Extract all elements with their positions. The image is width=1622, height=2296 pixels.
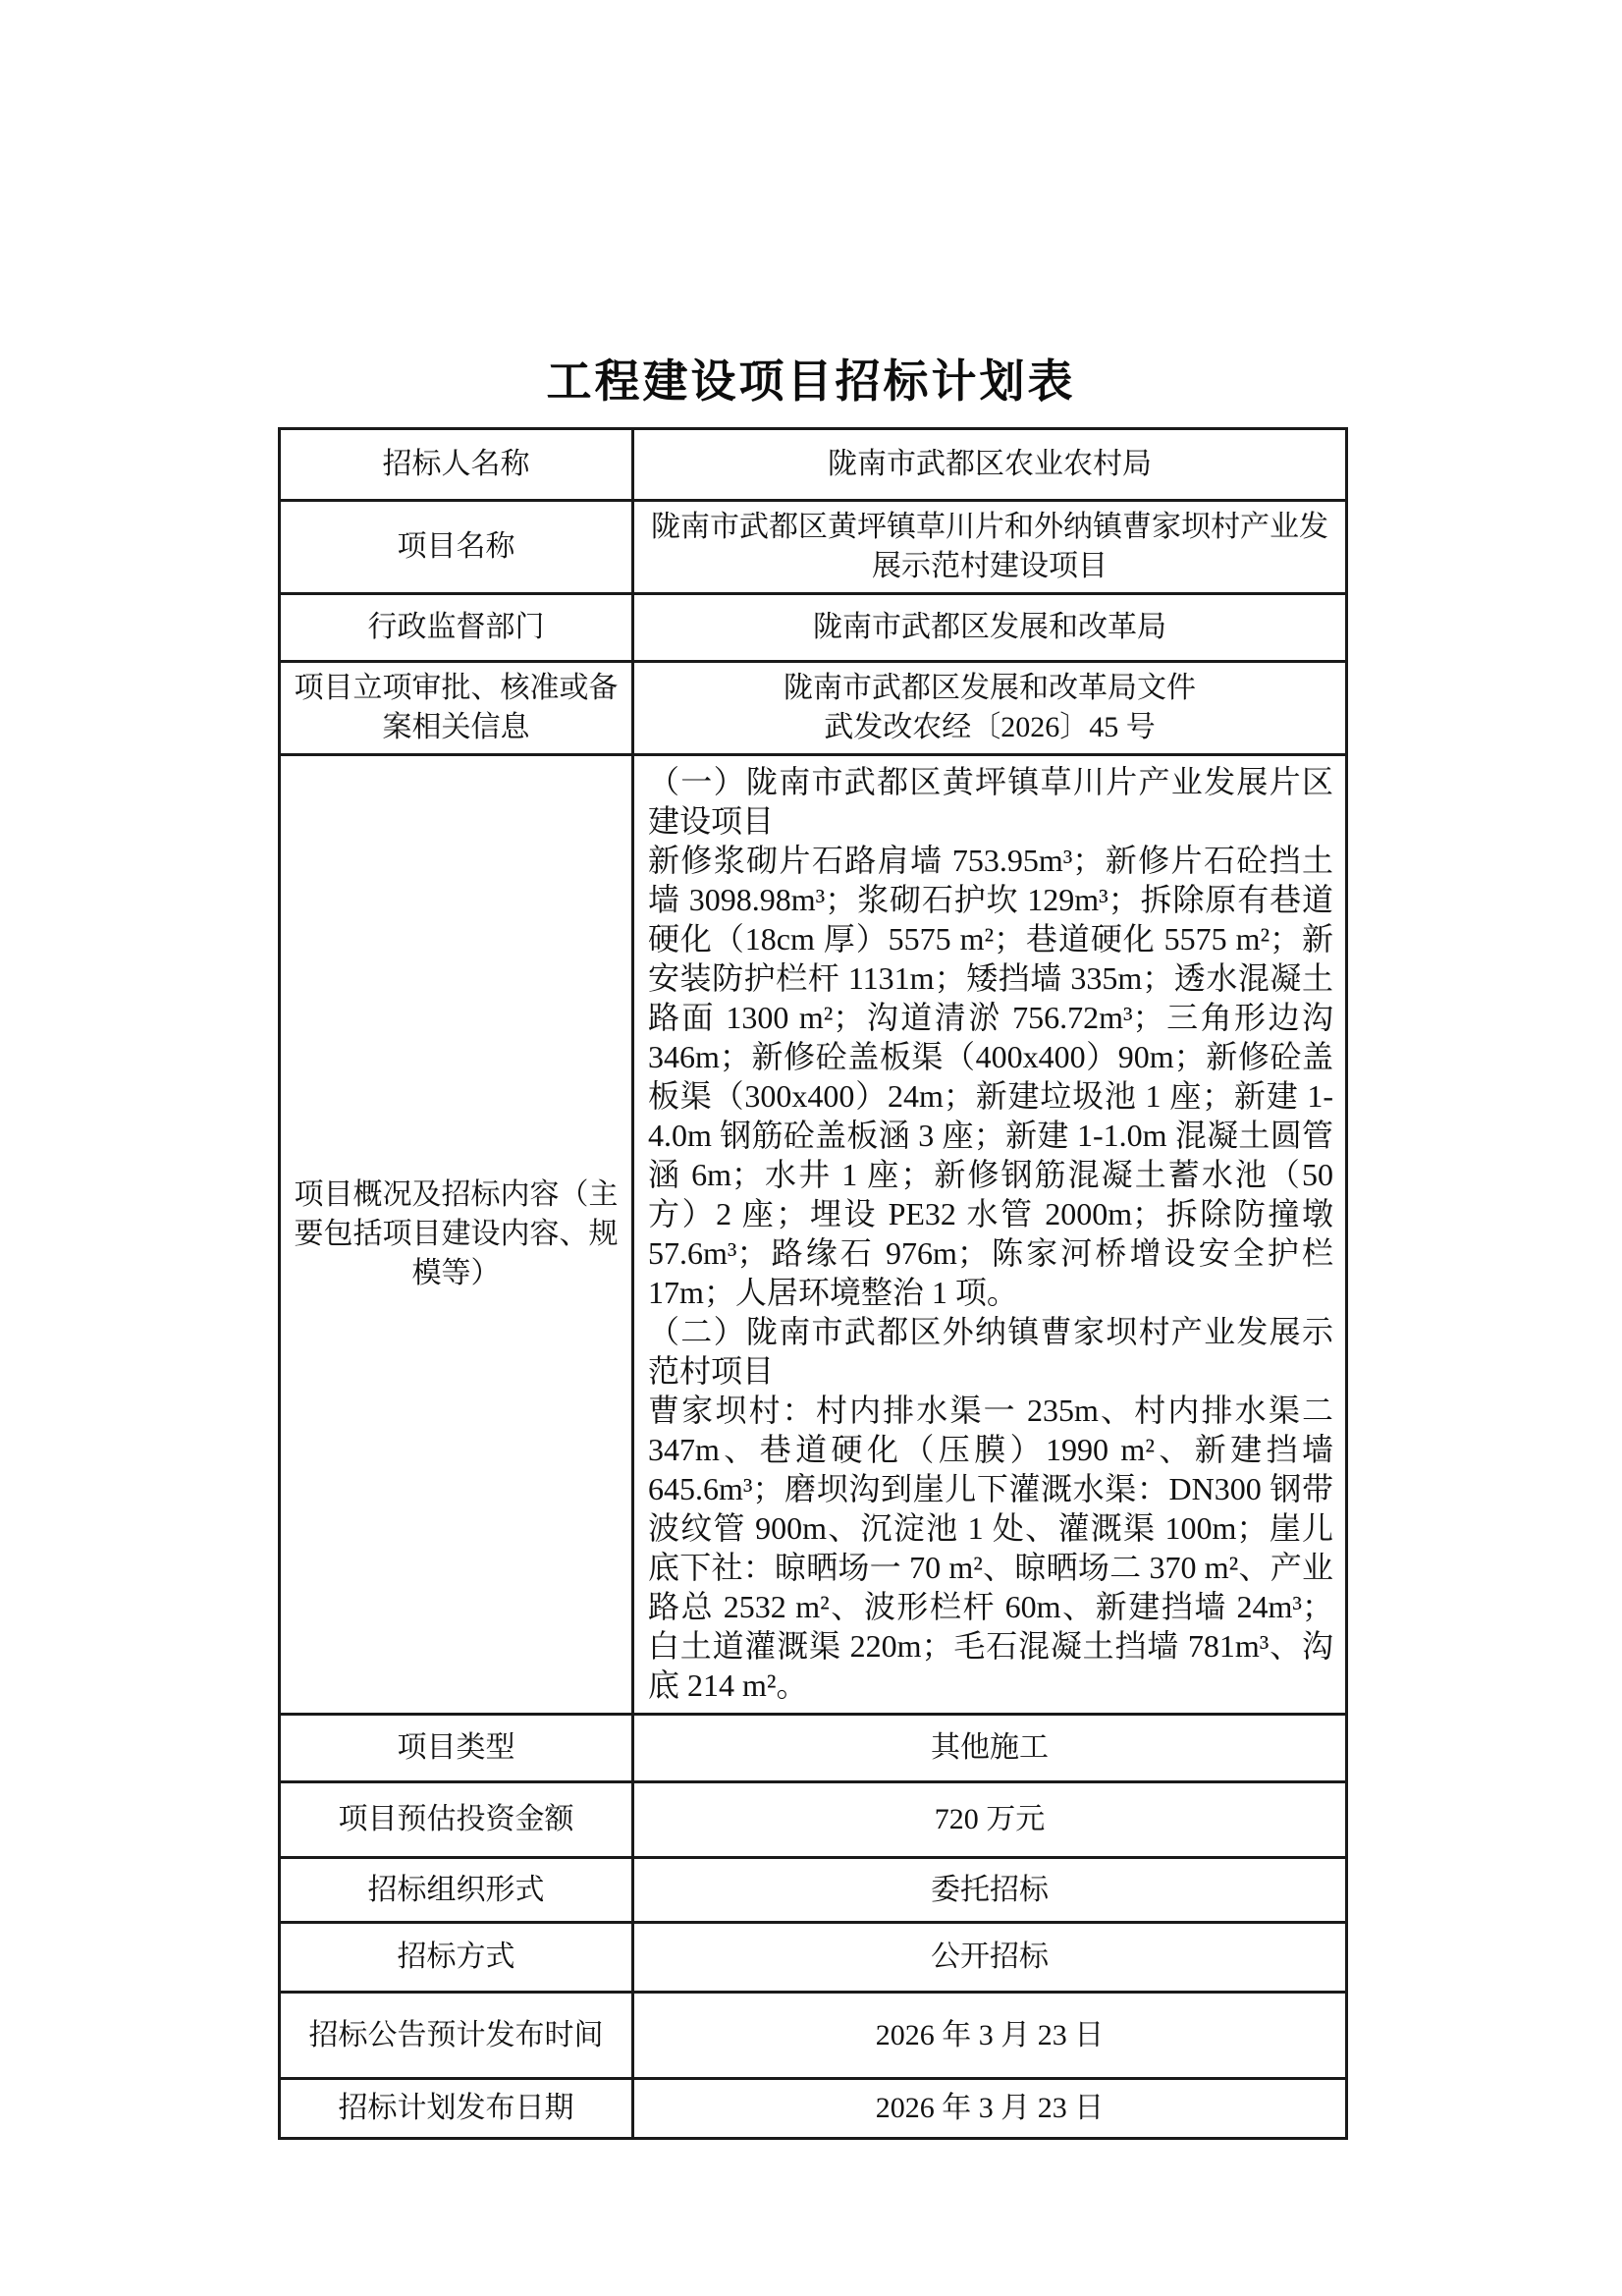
table-row-announcement-date [281, 1991, 1345, 2077]
row-value: 2026 年 3 月 23 日 [875, 2018, 1105, 2051]
page-title: 工程建设项目招标计划表 [546, 356, 1076, 407]
row-value: 其他施工 [931, 1731, 1049, 1764]
row-label: 项目预估投资金额 [281, 1783, 634, 1856]
row-value: 720 万元 [934, 1803, 1046, 1835]
overview-section2-heading: （二）陇南市武都区外纳镇曹家坝村产业发展示范村项目 [648, 1314, 1333, 1389]
row-label: 招标方式 [281, 1924, 634, 1991]
table-row-project-type [281, 1713, 1345, 1780]
overview-section1-heading: （一）陇南市武都区黄坪镇草川片产业发展片区建设项目 [648, 764, 1333, 839]
table-row-estimated-investment [281, 1780, 1345, 1856]
row-value: 陇南市武都区农业农村局 [828, 448, 1152, 480]
table-row-tenderer [281, 430, 1345, 499]
row-label: 招标人名称 [281, 430, 634, 499]
bid-plan-table [278, 427, 1348, 2140]
row-label: 项目名称 [281, 502, 634, 592]
row-value: 陇南市武都区黄坪镇草川片和外纳镇曹家坝村产业发展示范村建设项目 [651, 511, 1328, 582]
table-row-project-name [281, 499, 1345, 592]
row-label: 项目概况及招标内容（主要包括项目建设内容、规模等） [281, 756, 634, 1713]
row-value: 委托招标 [931, 1873, 1049, 1906]
row-value: 2026 年 3 月 23 日 [875, 2092, 1105, 2124]
table-row-supervision-dept [281, 592, 1345, 660]
row-value [634, 663, 1345, 753]
row-label: 招标组织形式 [281, 1859, 634, 1921]
overview-section2-body: 曹家坝村：村内排水渠一 235m、村内排水渠二 347m、巷道硬化（压膜）1990 m²、新建挡墙 645.6m³；磨坝沟到崖儿下灌溉水渠：DN300 钢带波纹管 900m、沉淀池 1 处、灌溉渠 100m；崖儿底下社：晾晒场一 70 m²、晾晒场二 370 m²、产业路总 2532 m²、波形栏杆 60m、新建挡墙 24m³；白土道灌溉渠 220m；毛石混凝土挡墙 781m³、沟底 214 m²。 [648, 1393, 1333, 1703]
row-label: 招标公告预计发布时间 [281, 1994, 634, 2077]
row-label: 行政监督部门 [281, 595, 634, 660]
table-row-approval-info [281, 660, 1345, 753]
row-value [634, 756, 1345, 1713]
table-row-bidding-method [281, 1921, 1345, 1991]
row-value: 陇南市武都区发展和改革局 [813, 611, 1166, 643]
row-value: 公开招标 [931, 1941, 1049, 1973]
table-row-plan-publish-date [281, 2077, 1345, 2137]
row-label: 项目立项审批、核准或备案相关信息 [281, 663, 634, 753]
approval-doc-line: 陇南市武都区发展和改革局文件 [784, 672, 1196, 704]
overview-section1-body: 新修浆砌片石路肩墙 753.95m³；新修片石砼挡土墙 3098.98m³；浆砌石护坎 129m³；拆除原有巷道硬化（18cm 厚）5575 m²；巷道硬化 5575 m²；新安装防护栏杆 1131m；矮挡墙 335m；透水混凝土路面 1300 m²；沟道清淤 756.72m³；三角形边沟 346m；新修砼盖板渠（400x400）90m；新修砼盖板渠（300x400）24m；新建垃圾池 1 座；新建 1-4.0m 钢筋砼盖板涵 3 座；新建 1-1.0m 混凝土圆管涵 6m；水井 1 座；新修钢筋混凝土蓄水池（50 方）2 座；埋设 PE32 水管 2000m；拆除防撞墩 57.6m³；路缘石 976m；陈家河桥增设安全护栏 17m；人居环境整治 1 项。 [648, 843, 1333, 1310]
row-label: 招标计划发布日期 [281, 2080, 634, 2137]
table-row-project-overview [281, 753, 1345, 1713]
row-label: 项目类型 [281, 1716, 634, 1780]
approval-number-line: 武发改农经〔2026〕45 号 [824, 711, 1156, 743]
table-row-organization-form [281, 1856, 1345, 1921]
